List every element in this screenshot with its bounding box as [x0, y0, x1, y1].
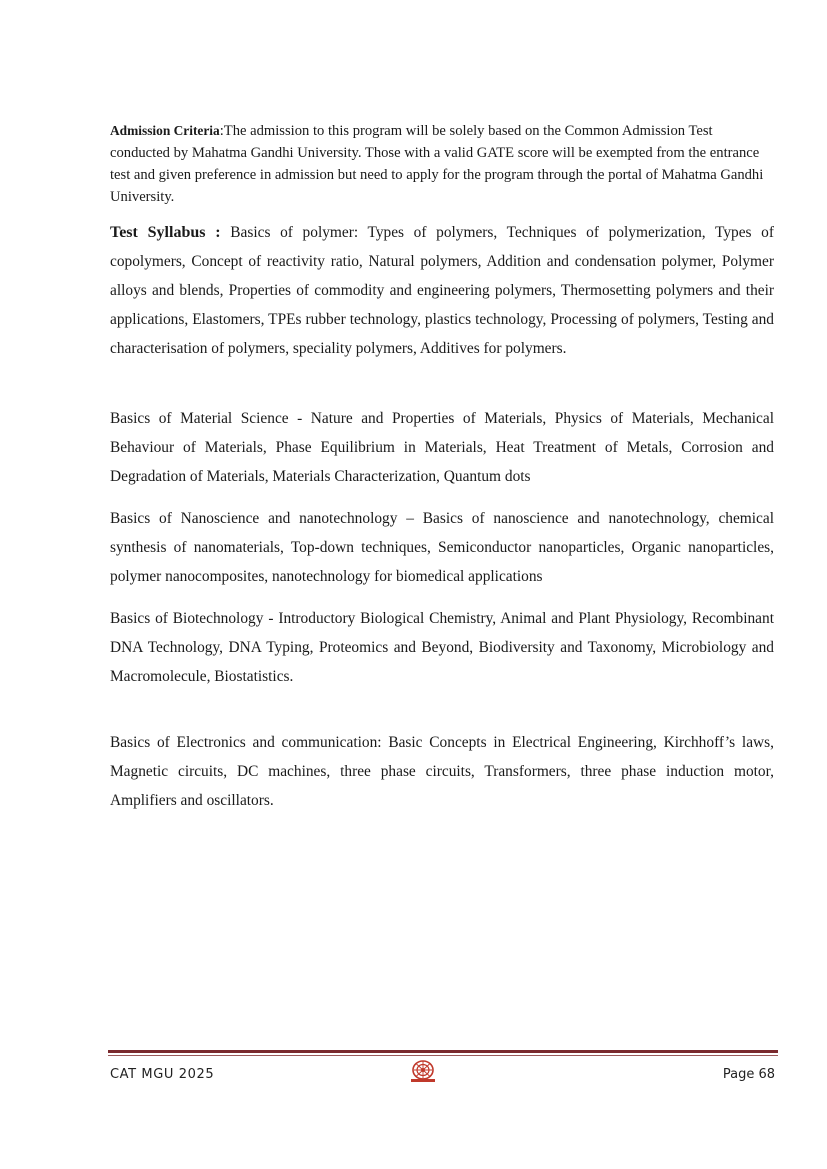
nanoscience-paragraph: Basics of Nanoscience and nanotechnology – Basics of nanoscience and nanotechnology, chemical synthesis of nanomaterials, Top-down techniques, Semiconductor nanoparticles, Organic nanoparticles, polymer nanocomposites, nanotechnology for biomedical applications: [110, 510, 774, 585]
biotechnology-paragraph: Basics of Biotechnology - Introductory Biological Chemistry, Animal and Plant Physiology, Recombinant DNA Technology, DNA Typing, Proteomics and Beyond, Biodiversity and Taxonomy, Microbiology and Macromolecule, Biostatistics.: [110, 610, 774, 685]
test-syllabus-label: Test Syllabus :: [110, 224, 221, 241]
footer-rule: [108, 1050, 778, 1053]
test-syllabus-paragraph: [110, 218, 774, 363]
polymer-syllabus-text: Basics of polymer: Types of polymers, Techniques of polymerization, Types of copolymers, Concept of reactivity ratio, Natural polymers, Addition and condensation polymer, Polymer alloys and blends, Properties of commodity and engineering polymers, Thermosetting polymers and their applications, Elastomers, TPEs rubber technology, plastics technology, Processing of polymers, Testing and characterisation of polymers, speciality polymers, Additives for polymers.: [110, 224, 775, 357]
footer-rule-thin: [108, 1055, 778, 1056]
admission-criteria-label: Admission Criteria: [110, 123, 220, 138]
admission-criteria-paragraph: [110, 120, 776, 208]
footer-page-number: Page 68: [722, 1067, 775, 1082]
footer-exam-name: CAT MGU 2025: [110, 1067, 215, 1082]
admission-criteria-text: :The admission to this program will be solely based on the Common Admission Test conducted by Mahatma Gandhi University. Those with a valid GATE score will be exempted from the entrance test and given preference in admission but need to apply for the program through the portal of Mahatma Gandhi University.: [110, 123, 764, 205]
electronics-paragraph: Basics of Electronics and communication: Basic Concepts in Electrical Engineering, Kirchhoff’s laws, Magnetic circuits, DC machines, three phase circuits, Transformers, three phase induction motor, Amplifiers and oscillators.: [110, 734, 774, 809]
university-emblem-icon: [407, 1058, 439, 1084]
material-science-paragraph: Basics of Material Science - Nature and Properties of Materials, Physics of Materials, Mechanical Behaviour of Materials, Phase Equilibrium in Materials, Heat Treatment of Metals, Corrosion and Degradation of Materials, Materials Characterization, Quantum dots: [110, 410, 774, 485]
